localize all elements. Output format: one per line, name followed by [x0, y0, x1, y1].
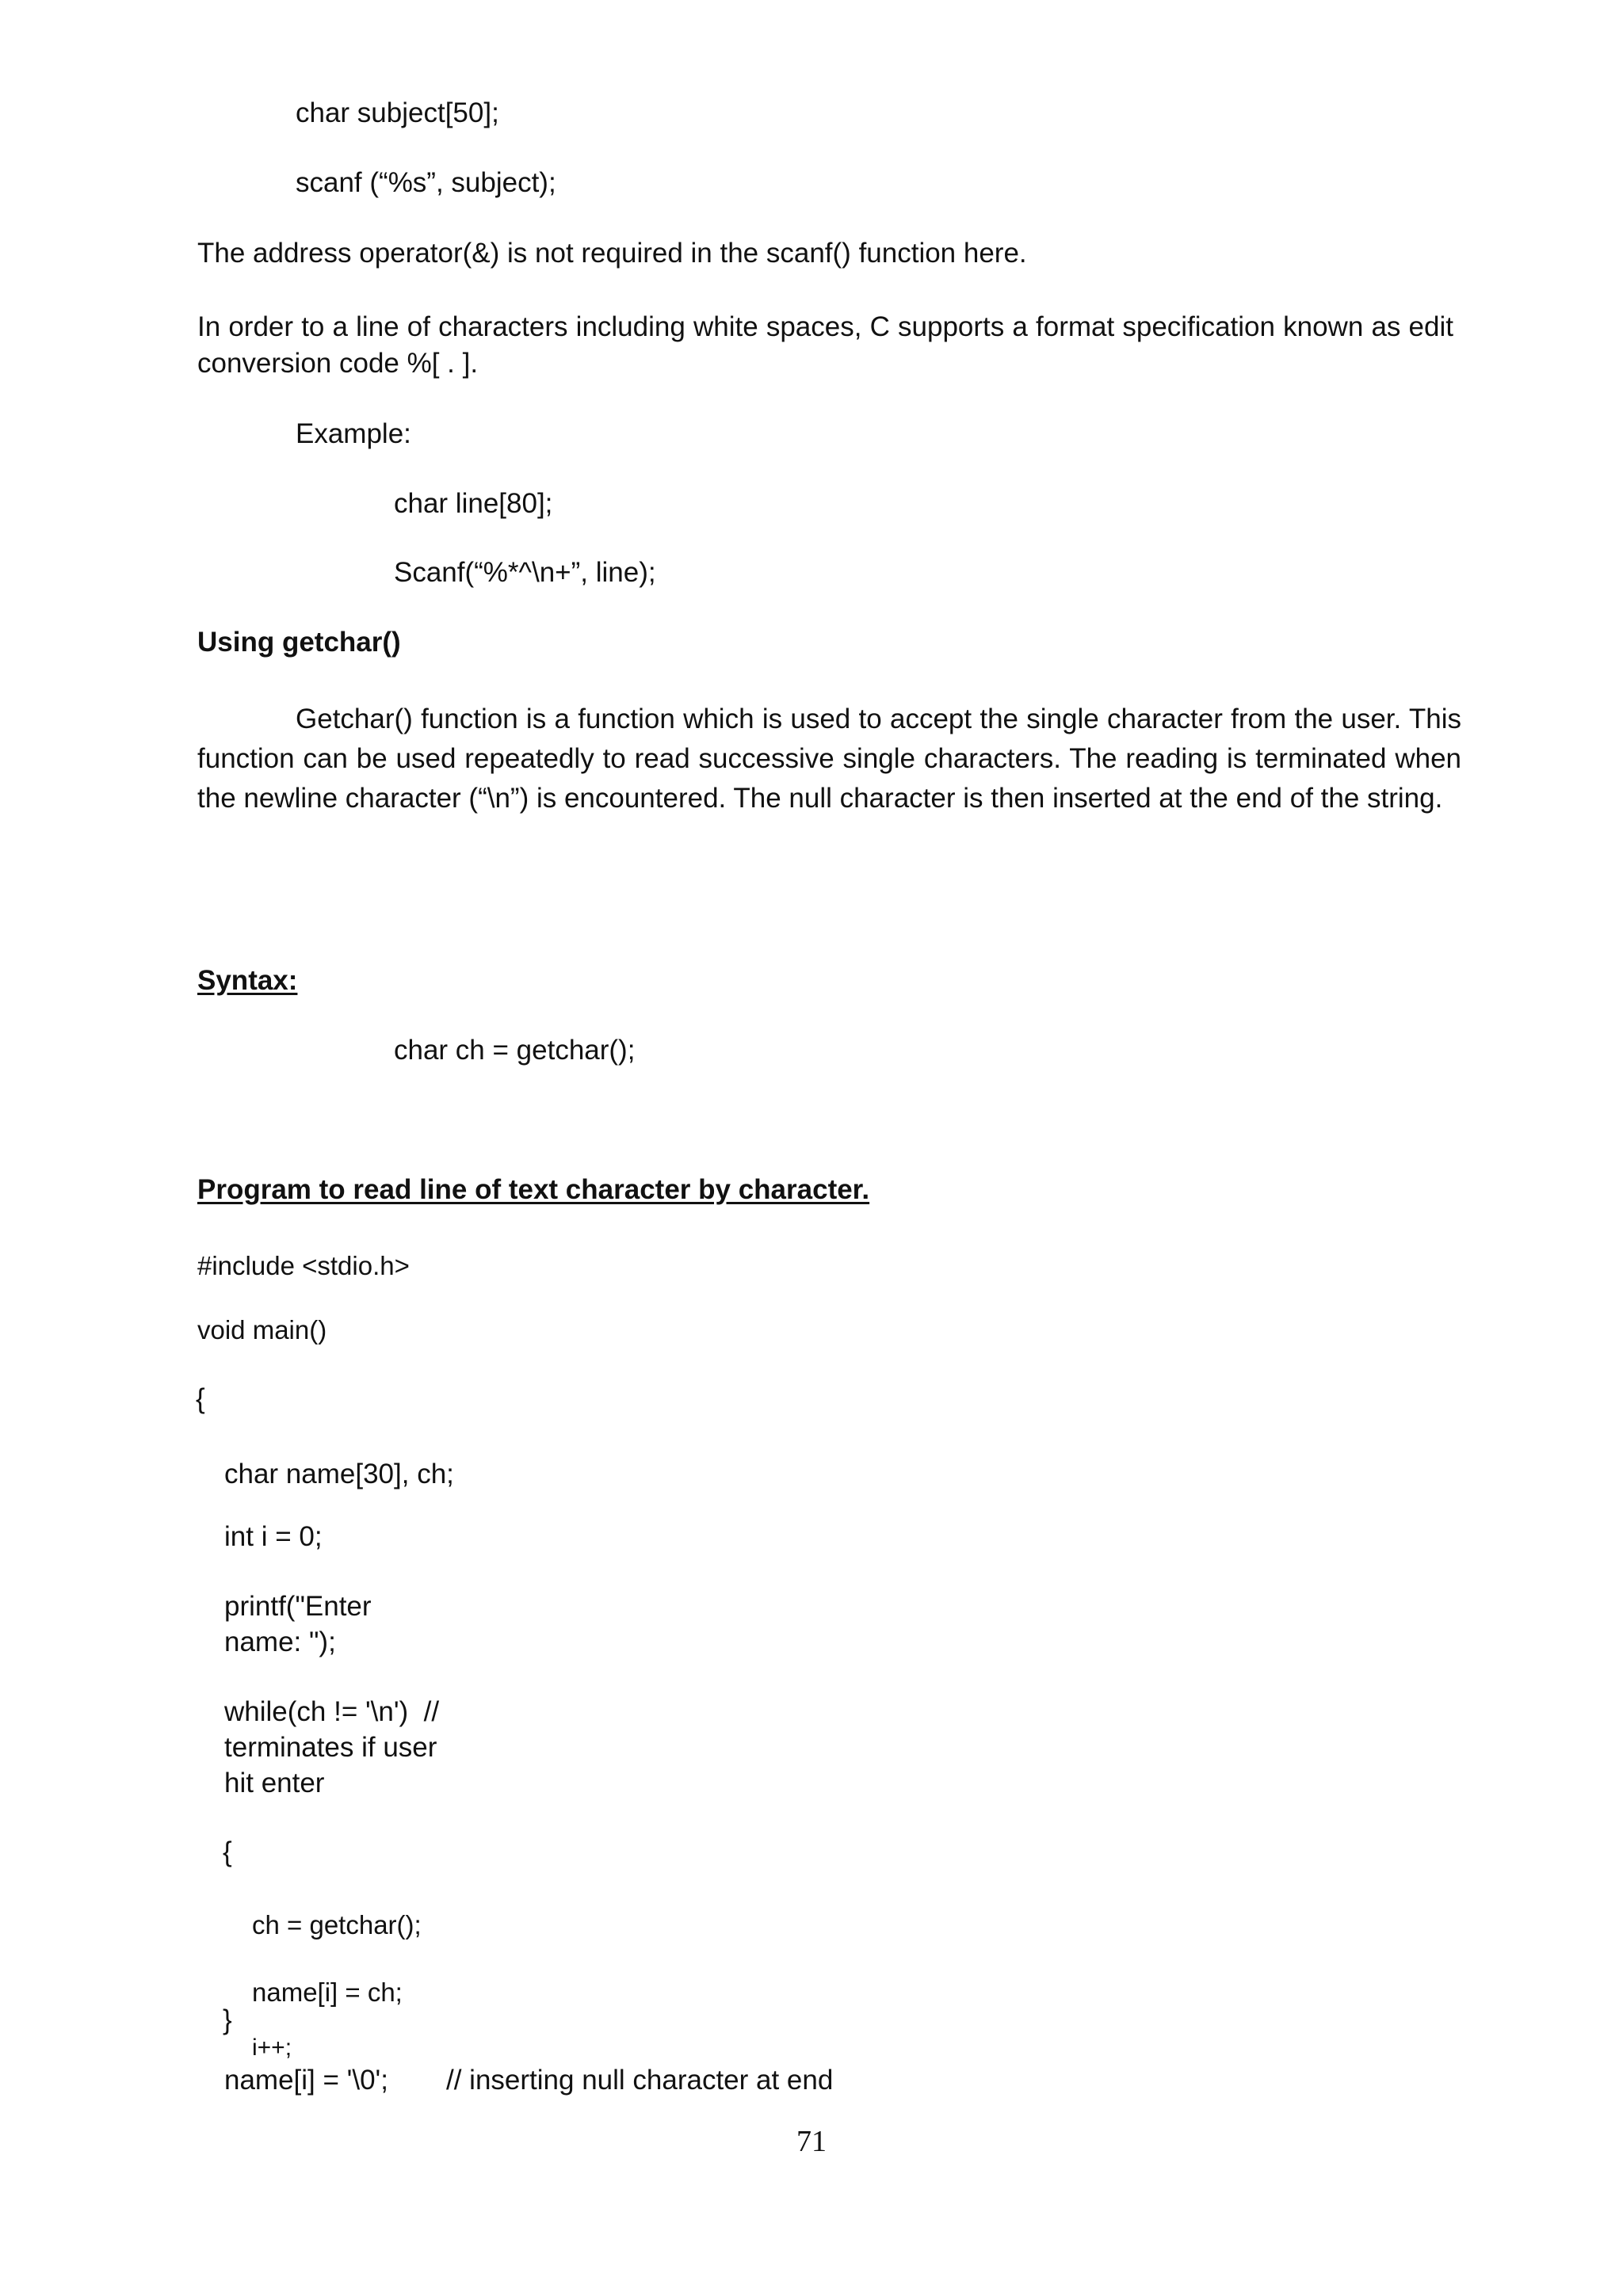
code-increment: i++; — [252, 2035, 292, 2061]
code-inner-open-brace: { — [223, 1836, 232, 1867]
code-decl: char name[30], ch; — [224, 1459, 454, 1489]
code-while-line-2: terminates if user — [224, 1732, 437, 1763]
example-label: Example: — [296, 418, 411, 449]
code-assign: name[i] = ch; — [252, 1978, 403, 2007]
code-getchar-call: ch = getchar(); — [252, 1910, 422, 1939]
code-null-comment: // inserting null character at end — [446, 2065, 834, 2096]
paragraph-address-operator: The address operator(&) is not required in the scanf() function here. — [197, 238, 1027, 269]
page-number: 71 — [796, 2125, 827, 2158]
paragraph-getchar-description: Getchar() function is a function which is used to accept the single character from the user. This function can be used repeatedly to read successive single characters. The reading is terminated when the newline character (“\n”) is encountered. The null character is then inserted at the end of the string. — [197, 704, 1461, 814]
code-printf-line-1: printf("Enter — [224, 1591, 372, 1622]
code-null-assign: name[i] = '\0'; — [224, 2065, 388, 2096]
code-while-line-3: hit enter — [224, 1768, 325, 1798]
code-line-scanf-subject: scanf (“%s”, subject); — [296, 167, 556, 198]
code-line-scanf-line: Scanf(“%*^\n+”, line); — [394, 557, 656, 588]
code-include: #include <stdio.h> — [197, 1251, 410, 1280]
code-printf-line-2: name: "); — [224, 1627, 336, 1657]
code-inner-close-brace: } — [223, 2004, 232, 2035]
code-init: int i = 0; — [224, 1521, 323, 1552]
paragraph-edit-conversion: In order to a line of characters including white spaces, C supports a format specification known as edit conversion code %[ . ]. — [197, 311, 1453, 379]
heading-program: Program to read line of text character by character. — [197, 1174, 870, 1205]
code-while-line-1: while(ch != '\n') // — [224, 1696, 440, 1727]
heading-using-getchar: Using getchar() — [197, 627, 401, 658]
code-open-brace: { — [196, 1383, 205, 1414]
code-line-subject-decl: char subject[50]; — [296, 97, 499, 128]
code-void-main: void main() — [197, 1315, 327, 1344]
syntax-code: char ch = getchar(); — [394, 1035, 636, 1066]
code-line-char-line: char line[80]; — [394, 488, 553, 519]
heading-syntax: Syntax: — [197, 965, 298, 996]
